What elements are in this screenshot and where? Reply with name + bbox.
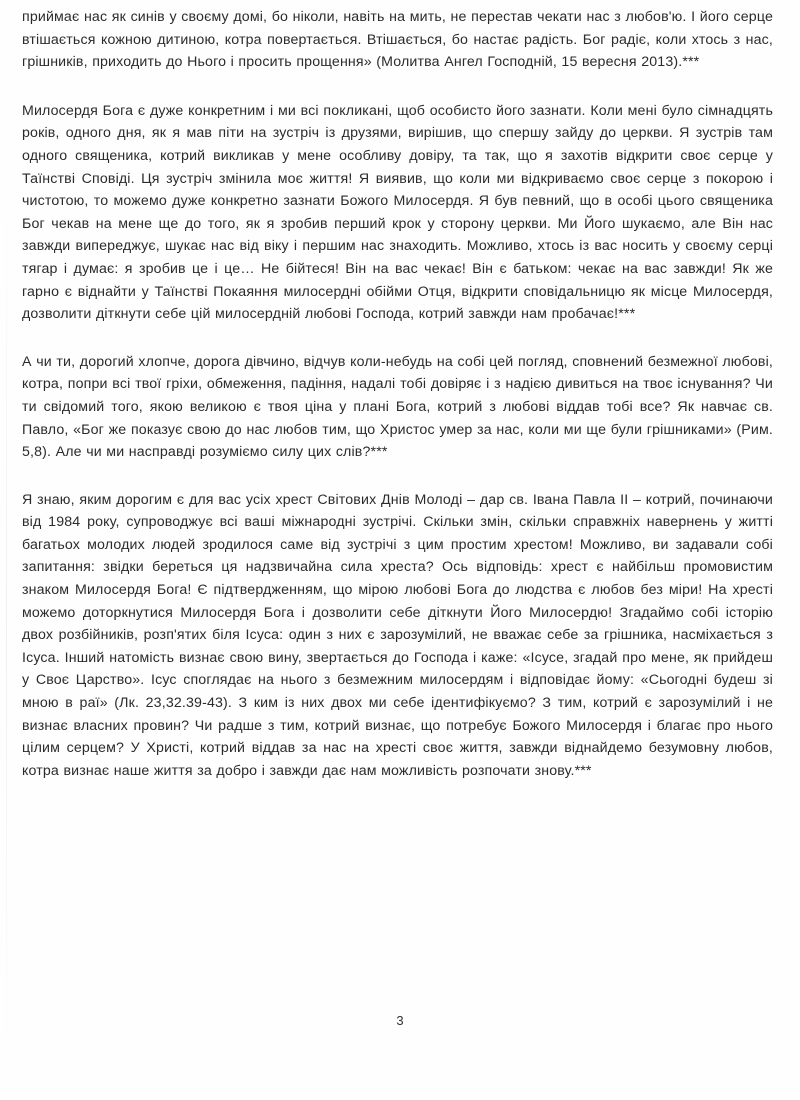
paragraph-3: А чи ти, дорогий хлопче, дорога дівчино, відчув коли-небудь на собі цей погляд, сповнений безмежної любові, котра, попри всі твої гріхи, обмеження, падіння, надалі тобі довіряє і з надією дивиться на твоє існування? Чи ти свідомий того, якою великою є твоя ціна у плані Бога, котрий з любові віддав тобі все? Як навчає св. Павло, «Бог же показує свою до нас любов тим, що Христос умер за нас, коли ми ще були грішниками» (Рим. 5,8). Але чи ми насправді розуміємо силу цих слів?***: [22, 353, 773, 461]
body-text: [22, 6, 773, 807]
page-number: 3: [396, 1013, 404, 1028]
paragraph-1: приймає нас як синів у своєму домі, бо ніколи, навіть на мить, не перестав чекати нас з любов'ю. І його серце втішається кожною дитиною, котра повертається. Втішається, бо настає радість. Бог радіє, коли хтось з нас, грішників, приходить до Нього і просить прощення» (Молитва Ангел Господній, 15 вересня 2013).***: [22, 9, 773, 71]
scan-edge-shadow: [6, 180, 7, 1080]
paragraph-4: Я знаю, яким дорогим є для вас усіх хрест Світових Днів Молоді – дар св. Івана Павла ІІ – котрий, починаючи від 1984 року, супроводжує всі ваші міжнародні зустрічі. Скільки змін, скільки справжніх навернень у житті багатьох молодих людей зродилося саме від зустрічі з цим простим хрестом! Можливо, ви задавали собі запитання: звідки береться ця надзвичайна сила хреста? Ось відповідь: хрест є найбільш промовистим знаком Милосердя Бога! Є підтвердженням, що мірою любові Бога до людства є любов без міри! На хресті можемо доторкнутися Милосердя Бога і дозволити себе діткнути Його Милосердю! Згадаймо собі історію двох розбійників, розп'ятих біля Ісуса: один з них є зарозумілий, не вважає себе за грішника, насміхається з Ісуса. Інший натомість визнає свою вину, звертається до Господа і каже: «Ісусе, згадай про мене, як прийдеш у Своє Царство». Ісус споглядає на нього з безмежним милосердям і відповідає йому: «Сьогодні будеш зі мною в раї» (Лк. 23,32.39-43). З ким із них двох ми себе ідентифікуємо? З тим, котрий є зарозумілий і не визнає власних провин? Чи радше з тим, котрий визнає, що потребує Божого Милосердя і благає про нього цілим серцем? У Христі, котрий віддав за нас на хресті своє життя, завжди віднайдемо безумовну любов, котра визнає наше життя за добро і завжди дає нам можливість розпочати знову.***: [22, 491, 773, 779]
paragraph-2: Милосердя Бога є дуже конкретним і ми всі покликані, щоб особисто його зазнати. Коли мені було сімнадцять років, одного дня, як я мав піти на зустріч із друзями, вирішив, що спершу зайду до церкви. Я зустрів там одного священика, котрий викликав у мене особливу довіру, та так, що я захотів відкрити своє серце у Таїнстві Сповіді. Ця зустріч змінила моє життя! Я виявив, що коли ми відкриваємо своє серце з покорою і чистотою, то можемо дуже конкретно зазнати Божого Милосердя. Я був певний, що в особі цього священика Бог чекав на мене ще до того, як я зробив перший крок у сторону церкви. Ми Його шукаємо, але Він нас завжди випереджує, шукає нас від віку і першим нас знаходить. Можливо, хтось із вас носить у своєму серці тягар і думає: я зробив це і це… Не бійтеся! Він на вас чекає! Він є батьком: чекає на вас завжди! Як же гарно є віднайти у Таїнстві Покаяння милосердні обійми Отця, відкрити сповідальницю як місце Милосердя, дозволити діткнути себе цій милосердній любові Господа, котрий завжди нам пробачає!***: [22, 102, 773, 323]
